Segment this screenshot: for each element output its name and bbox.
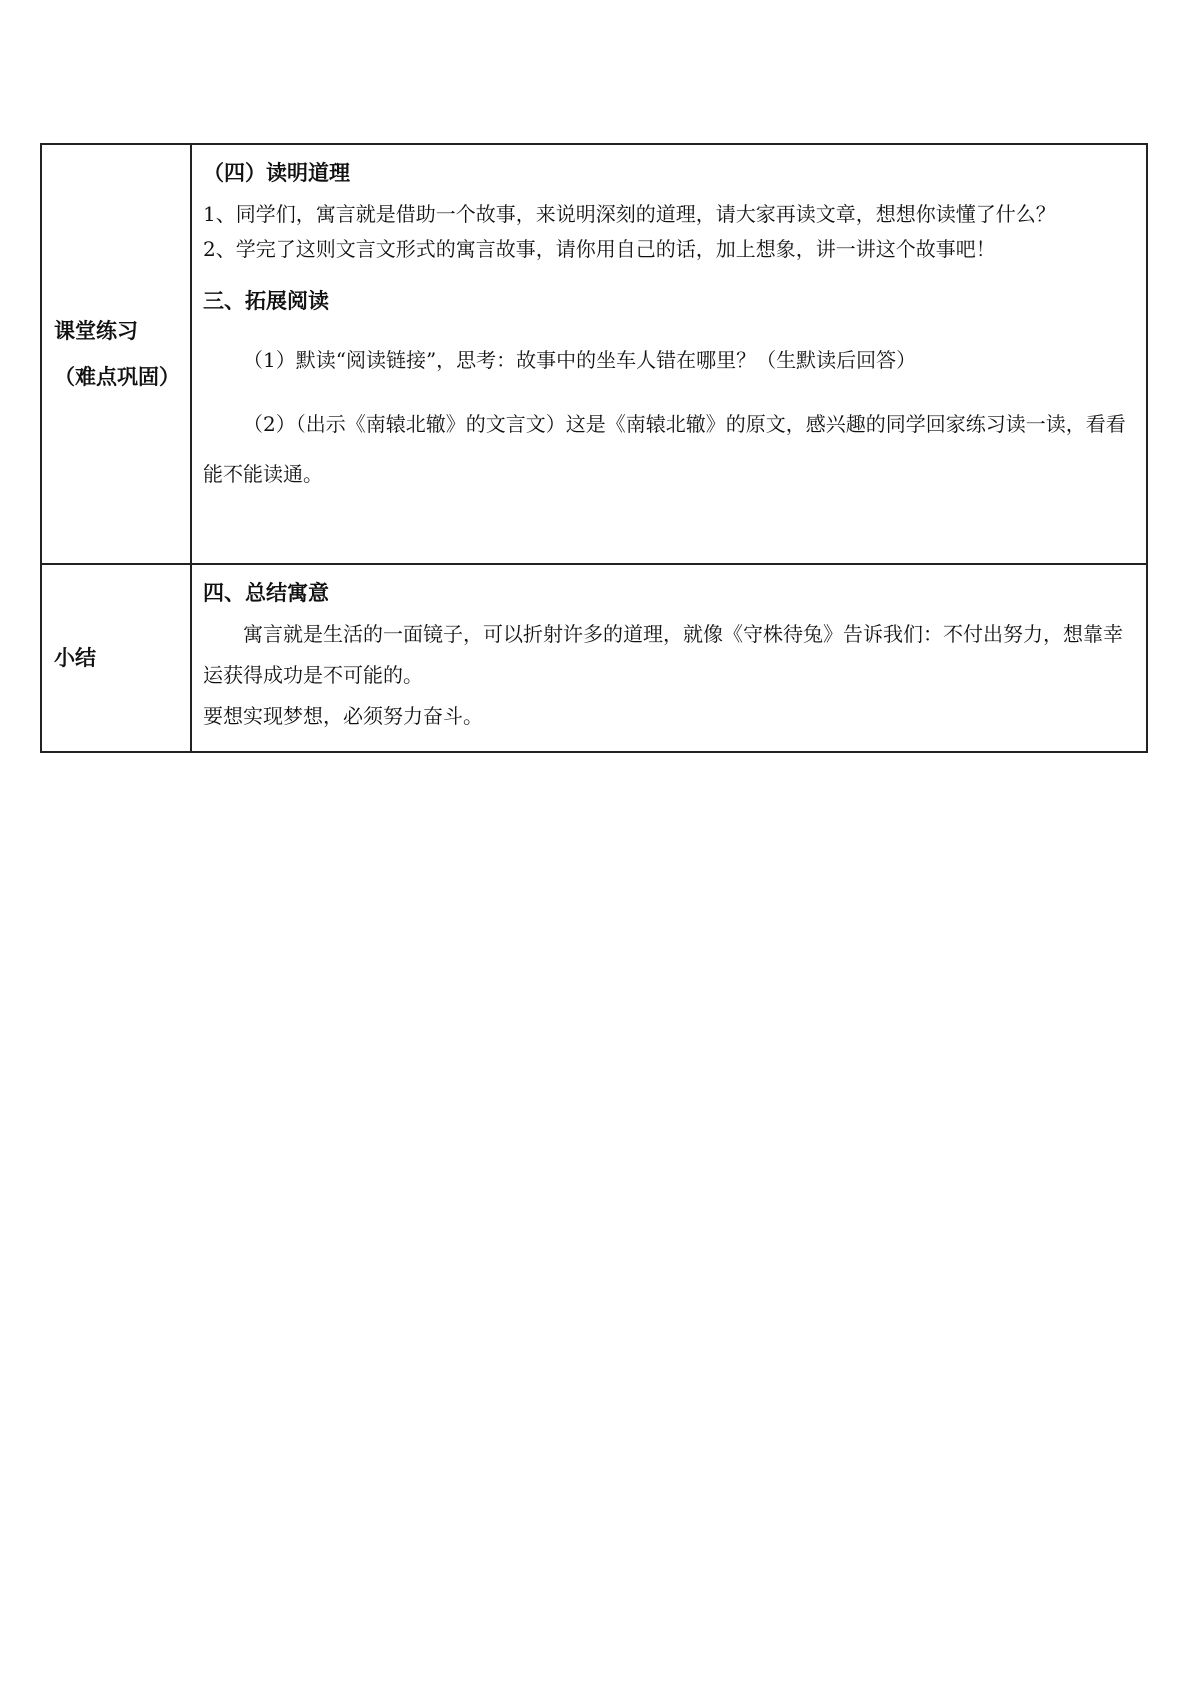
row-label-line: 课堂练习 <box>54 319 138 343</box>
paragraph: 要想实现梦想，必须努力奋斗。 <box>203 704 483 728</box>
table-row <box>41 564 1147 752</box>
row-content-cell <box>191 144 1147 564</box>
row-label-cell <box>41 144 191 564</box>
paragraph: 1、同学们，寓言就是借助一个故事，来说明深刻的道理，请大家再读文章，想想你读懂了什么？ <box>203 202 1056 226</box>
paragraph: （2）（出示《南辕北辙》的文言文）这是《南辕北辙》的原文，感兴趣的同学回家练习读一读，看看能不能读通。 <box>203 412 1126 486</box>
row-label-cell <box>41 564 191 752</box>
lesson-table <box>40 143 1148 753</box>
row-label: 小结 <box>54 646 96 670</box>
row-label <box>42 316 190 392</box>
paragraph: （1）默读“阅读链接”，思考：故事中的坐车人错在哪里？（生默读后回答） <box>243 348 917 372</box>
section-heading: 四、总结寓意 <box>203 581 329 605</box>
section-heading: （四）读明道理 <box>203 161 350 185</box>
paragraph: 2、学完了这则文言文形式的寓言故事，请你用自己的话，加上想象，讲一讲这个故事吧！ <box>203 237 996 261</box>
paragraph: 寓言就是生活的一面镜子，可以折射许多的道理，就像《守株待兔》告诉我们：不付出努力，想靠幸运获得成功是不可能的。 <box>203 622 1123 687</box>
row-label-line: （难点巩固） <box>54 365 180 389</box>
row-content-cell <box>191 564 1147 752</box>
table-row <box>41 144 1147 564</box>
section-heading: 三、拓展阅读 <box>203 289 329 313</box>
